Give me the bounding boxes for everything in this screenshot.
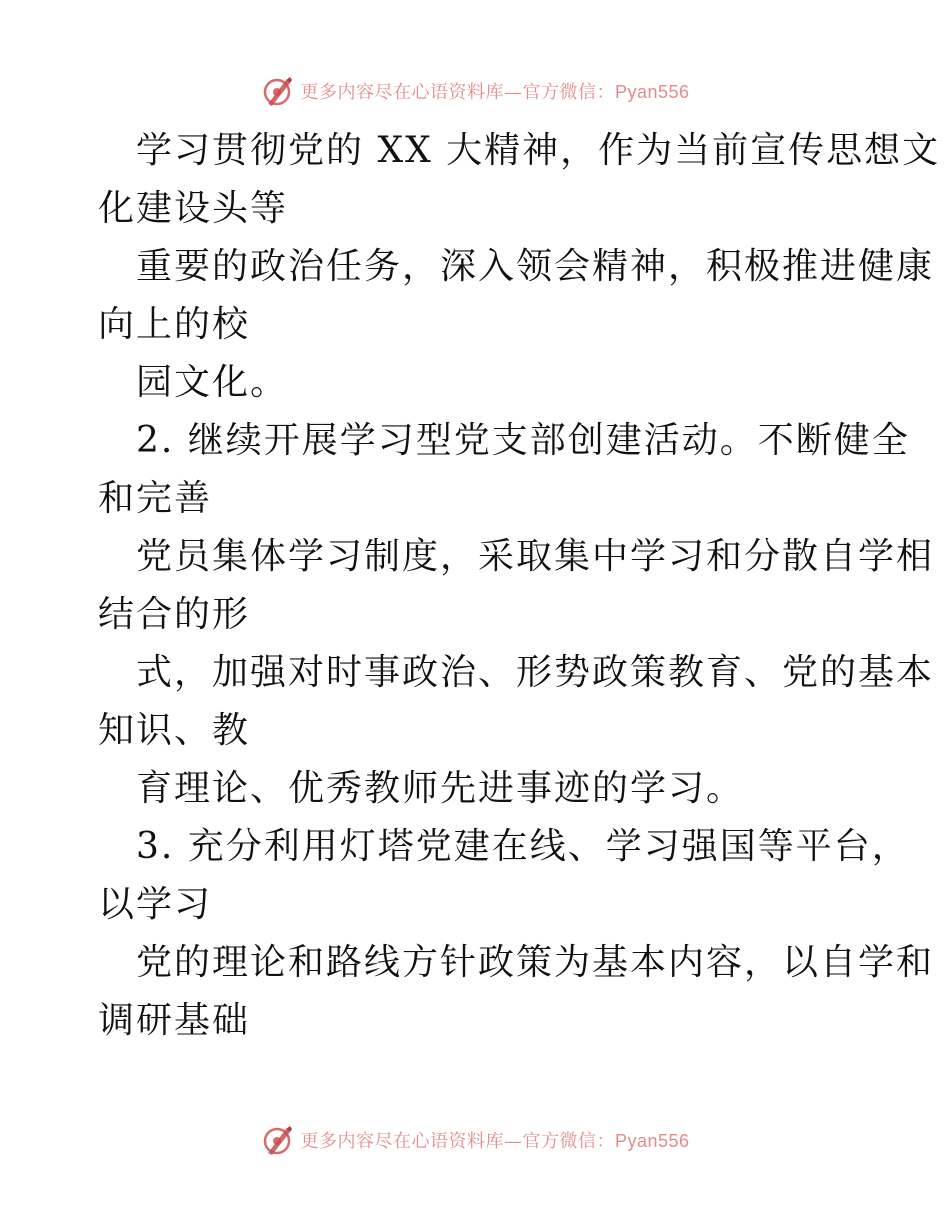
text-line: 化建设头等 bbox=[98, 188, 289, 229]
text-line: 育理论、优秀教师先进事迹的学习。 bbox=[136, 768, 745, 809]
text-line: 园文化。 bbox=[136, 362, 289, 403]
text-line: 调研基础 bbox=[98, 1000, 251, 1041]
header-watermark-text: 更多内容尽在心语资料库—官方微信：Pyan556 bbox=[300, 82, 690, 103]
footer-wechat-id: Pyan556 bbox=[614, 1131, 690, 1151]
pen-circle-logo-icon bbox=[260, 74, 294, 108]
text-line: 结合的形 bbox=[98, 594, 251, 635]
text-line: 和完善 bbox=[98, 478, 213, 519]
document-body bbox=[98, 122, 941, 1050]
text-line: 重要的政治任务，深入领会精神，积极推进健康 bbox=[136, 246, 935, 287]
text-line: 学习贯彻党的 XX 大精神，作为当前宣传思想文 bbox=[136, 130, 941, 171]
footer-watermark-text: 更多内容尽在心语资料库—官方微信：Pyan556 bbox=[300, 1131, 690, 1152]
text-line: 式，加强对时事政治、形势政策教育、党的基本 bbox=[136, 652, 935, 693]
text-line: 向上的校 bbox=[98, 304, 251, 345]
footer-watermark bbox=[0, 1120, 950, 1160]
header-watermark bbox=[0, 71, 950, 111]
pen-circle-logo-icon bbox=[260, 1123, 294, 1157]
text-line: 以学习 bbox=[98, 884, 213, 925]
text-line: 3. 充分利用灯塔党建在线、学习强国等平台， bbox=[136, 826, 910, 867]
text-line: 党的理论和路线方针政策为基本内容，以自学和 bbox=[136, 942, 935, 983]
text-line: 2. 继续开展学习型党支部创建活动。不断健全 bbox=[136, 420, 910, 461]
text-line: 知识、教 bbox=[98, 710, 251, 751]
header-wechat-id: Pyan556 bbox=[614, 82, 690, 102]
text-line: 党员集体学习制度，采取集中学习和分散自学相 bbox=[136, 536, 935, 577]
